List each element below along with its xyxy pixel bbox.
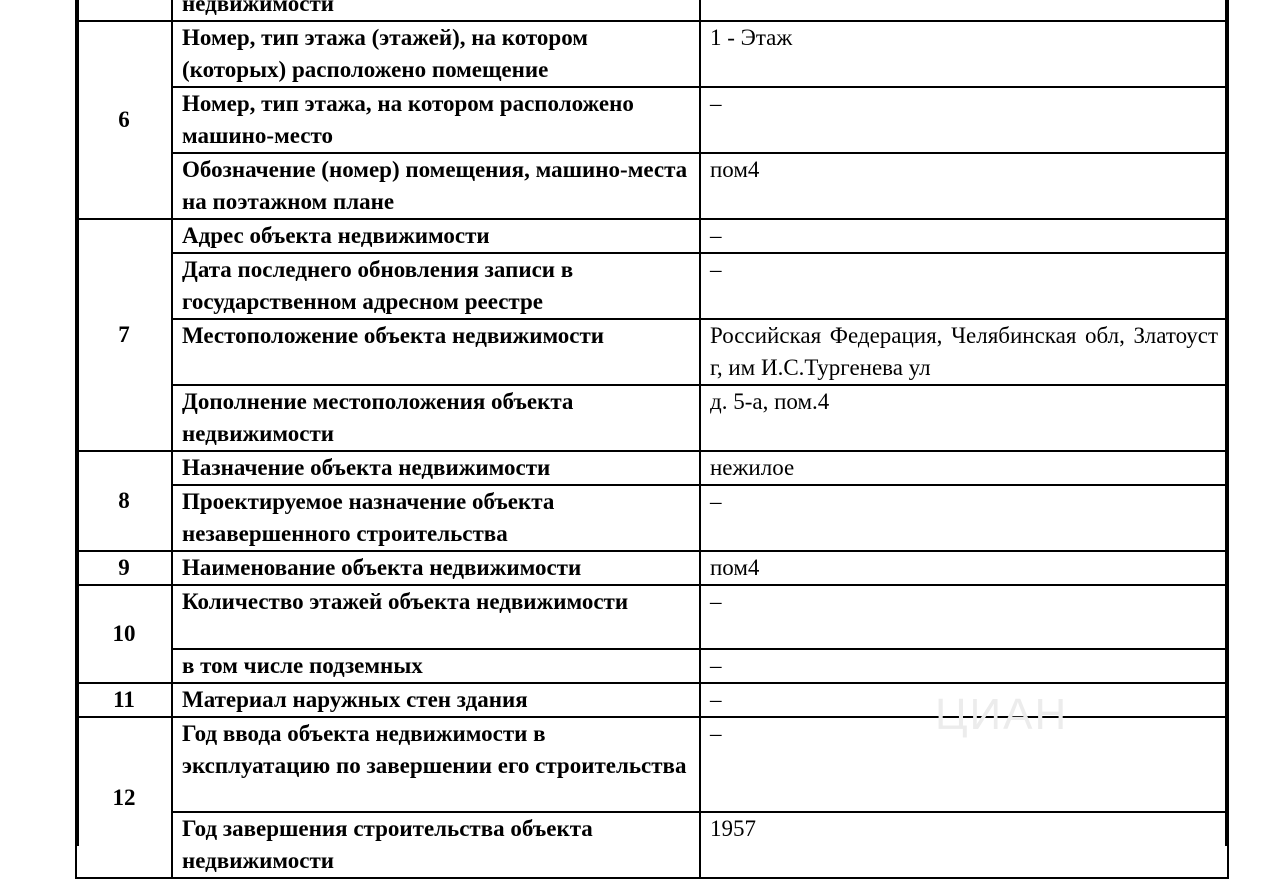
field-label: Год ввода объекта недвижимости в эксплуатацию по завершении его строительства [172, 717, 700, 812]
property-table [75, 0, 1229, 879]
row-number [76, 0, 172, 21]
table-row [76, 87, 1228, 153]
row-number: 10 [76, 585, 172, 683]
table-row [76, 585, 1228, 649]
field-value: – [700, 717, 1228, 812]
table-row [76, 21, 1228, 87]
row-number: 9 [76, 551, 172, 585]
field-value: – [700, 87, 1228, 153]
table-row [76, 319, 1228, 385]
row-number: 11 [76, 683, 172, 717]
table-row [76, 551, 1228, 585]
field-value: – [700, 683, 1228, 717]
field-label: в том числе подземных [172, 649, 700, 683]
table-row [76, 451, 1228, 485]
table-row [76, 153, 1228, 219]
table-row [76, 385, 1228, 451]
table-row [76, 0, 1228, 21]
table-border-right [1225, 0, 1228, 846]
watermark-logo: ЦИАН [935, 690, 1069, 739]
table-row [76, 649, 1228, 683]
field-label: Номер, тип этажа (этажей), на котором (которых) расположено помещение [172, 21, 700, 87]
field-label: Обозначение (номер) помещения, машино-места на поэтажном плане [172, 153, 700, 219]
table-row [76, 485, 1228, 551]
table-row [76, 812, 1228, 878]
field-value: пом4 [700, 551, 1228, 585]
field-value: пом4 [700, 153, 1228, 219]
field-value: 1957 [700, 812, 1228, 878]
field-label: Проектируемое назначение объекта незавершенного строительства [172, 485, 700, 551]
field-value: – [700, 585, 1228, 649]
field-label: Номер, тип этажа, на котором расположено машино-место [172, 87, 700, 153]
field-label: недвижимости [172, 0, 700, 21]
field-label: Местоположение объекта недвижимости [172, 319, 700, 385]
table-border-left [75, 0, 79, 846]
field-value: – [700, 649, 1228, 683]
field-label: Назначение объекта недвижимости [172, 451, 700, 485]
field-value: 1 - Этаж [700, 21, 1228, 87]
row-number: 8 [76, 451, 172, 551]
field-value [700, 0, 1228, 21]
field-value: – [700, 485, 1228, 551]
row-number: 7 [76, 219, 172, 451]
field-value: – [700, 253, 1228, 319]
field-label: Наименование объекта недвижимости [172, 551, 700, 585]
field-label: Адрес объекта недвижимости [172, 219, 700, 253]
field-label: Количество этажей объекта недвижимости [172, 585, 700, 649]
field-label: Дополнение местоположения объекта недвижимости [172, 385, 700, 451]
field-label: Материал наружных стен здания [172, 683, 700, 717]
table-row [76, 253, 1228, 319]
field-value: нежилое [700, 451, 1228, 485]
table-row [76, 219, 1228, 253]
row-number: 6 [76, 21, 172, 219]
field-label: Дата последнего обновления записи в государственном адресном реестре [172, 253, 700, 319]
field-value: д. 5-а, пом.4 [700, 385, 1228, 451]
field-label: Год завершения строительства объекта недвижимости [172, 812, 700, 878]
field-value: Российская Федерация, Челябинская обл, Златоуст г, им И.С.Тургенева ул [700, 319, 1228, 385]
row-number: 12 [76, 717, 172, 878]
field-value: – [700, 219, 1228, 253]
